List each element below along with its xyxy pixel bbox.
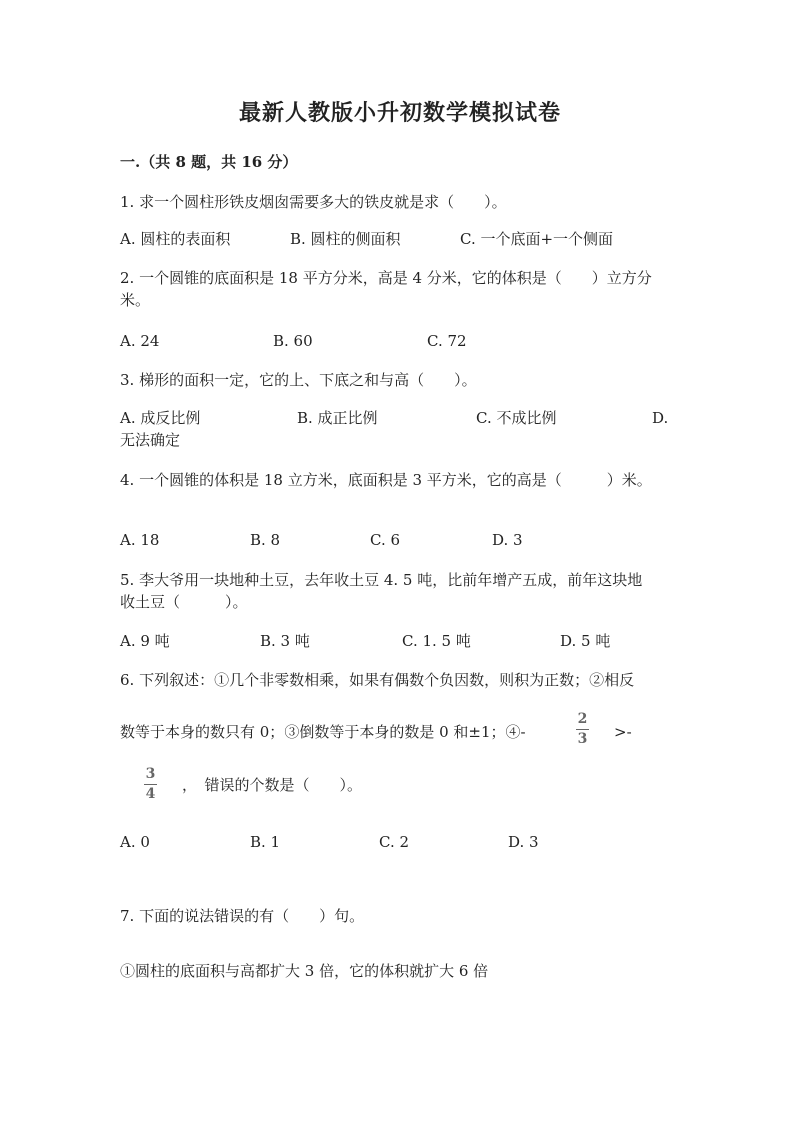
q5-option-b: B. 3 吨: [260, 632, 310, 650]
page-title: 最新人教版小升初数学模拟试卷: [238, 100, 561, 126]
question-6-stem-line3: ， 错误的个数是（ ）。: [182, 776, 363, 794]
q3-option-b: B. 成正比例: [297, 409, 378, 427]
q6-option-c: C. 2: [379, 833, 410, 851]
fraction-two-thirds: [576, 712, 589, 747]
q5-option-a: A. 9 吨: [120, 632, 170, 650]
section-header: 一.（共 8 题，共 16 分）: [120, 153, 298, 171]
q4-option-d: D. 3: [492, 531, 523, 549]
q2-option-b: B. 60: [273, 332, 313, 350]
question-5-stem-line1: 5. 李大爷用一块地种土豆，去年收土豆 4. 5 吨，比前年增产五成，前年这块地: [120, 571, 643, 589]
question-3-stem: 3. 梯形的面积一定，它的上、下底之和与高（ ）。: [120, 371, 477, 389]
q6-option-d: D. 3: [508, 833, 539, 851]
q1-option-a: A. 圆柱的表面积: [120, 230, 231, 248]
q1-option-c: C. 一个底面+一个侧面: [460, 230, 614, 248]
q6-option-b: B. 1: [250, 833, 281, 851]
q2-option-c: C. 72: [427, 332, 467, 350]
fraction-denominator: 4: [145, 786, 156, 802]
q3-option-c: C. 不成比例: [476, 409, 557, 427]
fraction-numerator: 2: [577, 711, 588, 727]
q5-option-c: C. 1. 5 吨: [402, 632, 471, 650]
q6-option-a: A. 0: [120, 833, 150, 851]
question-6-stem-line1: 6. 下列叙述：①几个非零数相乘，如果有偶数个负因数，则积为正数；②相反: [120, 671, 635, 689]
question-5-stem-line2: 收土豆（ ）。: [120, 593, 248, 611]
fraction-numerator: 3: [145, 766, 156, 782]
q4-option-c: C. 6: [370, 531, 401, 549]
question-6-stem-line2: 数等于本身的数只有 0；③倒数等于本身的数是 0 和±1；④-: [120, 723, 526, 741]
q2-option-a: A. 24: [120, 332, 160, 350]
question-4-stem: 4. 一个圆锥的体积是 18 立方米，底面积是 3 平方米，它的高是（ ）米。: [120, 471, 652, 489]
fraction-bar: [576, 729, 589, 730]
q3-option-a: A. 成反比例: [120, 409, 201, 427]
q3-option-d: D.: [652, 409, 669, 427]
fraction-three-quarters: [144, 767, 157, 802]
q4-option-a: A. 18: [120, 531, 160, 549]
question-1-stem: 1. 求一个圆柱形铁皮烟囱需要多大的铁皮就是求（ ）。: [120, 193, 507, 211]
greater-than-sign: >-: [614, 723, 632, 741]
q1-option-b: B. 圆柱的侧面积: [290, 230, 401, 248]
q4-option-b: B. 8: [250, 531, 281, 549]
fraction-denominator: 3: [577, 731, 588, 747]
question-2-stem-line1: 2. 一个圆锥的底面积是 18 平方分米，高是 4 分米，它的体积是（ ）立方分: [120, 269, 652, 287]
question-2-stem-line2: 米。: [120, 291, 151, 309]
question-7-item-1: ①圆柱的底面积与高都扩大 3 倍，它的体积就扩大 6 倍: [120, 962, 489, 980]
fraction-bar: [144, 784, 157, 785]
q5-option-d: D. 5 吨: [560, 632, 611, 650]
q3-option-d-text: 无法确定: [120, 431, 181, 449]
question-7-stem: 7. 下面的说法错误的有（ ）句。: [120, 907, 365, 925]
